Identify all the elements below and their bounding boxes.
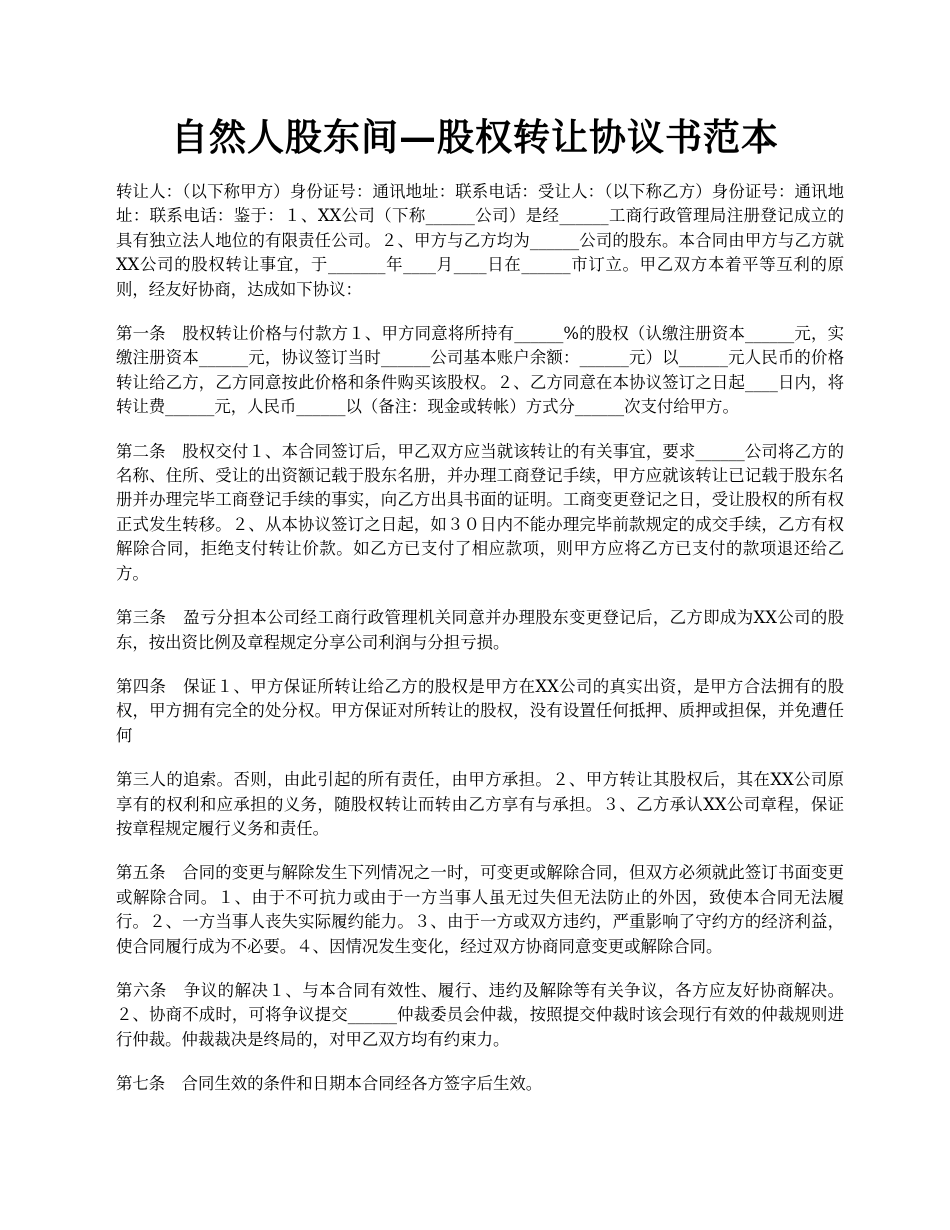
article-3-paragraph: 第三条 盈亏分担本公司经工商行政管理机关同意并办理股东变更登记后，乙方即成为XX公司的股东，按出资比例及章程规定分享公司利润与分担亏损。 bbox=[116, 608, 844, 652]
article-5-paragraph: 第五条 合同的变更与解除发生下列情况之一时，可变更或解除合同，但双方必须就此签订书面变更或解除合同。１、由于不可抗力或由于一方当事人虽无过失但无法防止的外因，致使本合同无法履行。２、一方当事人丧失实际履约能力。３、由于一方或双方违约，严重影响了守约方的经济利益，使合同履行成为不必要。４、因情况发生变化，经过双方协商同意变更或解除合同。 bbox=[116, 863, 844, 956]
article-2-paragraph: 第二条 股权交付１、本合同签订后，甲乙双方应当就该转让的有关事宜，要求______公司将乙方的名称、住所、受让的出资额记载于股东名册，并办理工商登记手续，甲方应就该转让已记载于股东名册并办理完毕工商登记手续的事实，向乙方出具书面的证明。工商变更登记之日，受让股权的所有权正式发生转移。２、从本协议签订之日起，如３０日内不能办理完毕前款规定的成交手续，乙方有权解除合同，拒绝支付转让价款。如乙方已支付了相应款项，则甲方应将乙方已支付的款项退还给乙方。 bbox=[116, 441, 844, 583]
article-6-paragraph: 第六条 争议的解决１、与本合同有效性、履行、违约及解除等有关争议，各方应友好协商解决。２、协商不成时，可将争议提交______仲裁委员会仲裁，按照提交仲裁时该会现行有效的仲裁规则进行仲裁。仲裁裁决是终局的，对甲乙双方均有约束力。 bbox=[116, 980, 844, 1049]
document-body bbox=[116, 180, 844, 1117]
document-title: 自然人股东间—股权转让协议书范本 bbox=[171, 115, 779, 159]
article-7-paragraph: 第七条 合同生效的条件和日期本合同经各方签字后生效。 bbox=[116, 1074, 543, 1094]
article-4-continued-paragraph: 第三人的追索。否则，由此引起的所有责任，由甲方承担。２、甲方转让其股权后，其在XX公司原享有的权利和应承担的义务，随股权转让而转由乙方享有与承担。３、乙方承认XX公司章程，保证按章程规定履行义务和责任。 bbox=[116, 770, 844, 838]
preamble-paragraph: 转让人：（以下称甲方）身份证号：通讯地址：联系电话：受让人：（以下称乙方）身份证号：通讯地址：联系电话：鉴于：１、XX公司（下称______公司）是经______工商行政管理局注册登记成立的具有独立法人地位的有限责任公司。２、甲方与乙方均为______公司的股东。本合同由甲方与乙方就XX公司的股权转让事宜，于_______年____月____日在______市订立。甲乙双方本着平等互利的原则，经友好协商，达成如下协议： bbox=[116, 182, 844, 299]
article-4-paragraph: 第四条 保证１、甲方保证所转让给乙方的股权是甲方在XX公司的真实出资，是甲方合法拥有的股权，甲方拥有完全的处分权。甲方保证对所转让的股权，没有设置任何抵押、质押或担保，并免遭任何 bbox=[116, 676, 844, 745]
article-1-paragraph: 第一条 股权转让价格与付款方１、甲方同意将所持有______%的股权（认缴注册资本______元，实缴注册资本______元，协议签订当时______公司基本账户余额：______元）以______元人民币的价格转让给乙方，乙方同意按此价格和条件购买该股权。２、乙方同意在本协议签订之日起____日内，将转让费______元，人民币______以（备注：现金或转帐）方式分______次支付给甲方。 bbox=[116, 324, 844, 417]
